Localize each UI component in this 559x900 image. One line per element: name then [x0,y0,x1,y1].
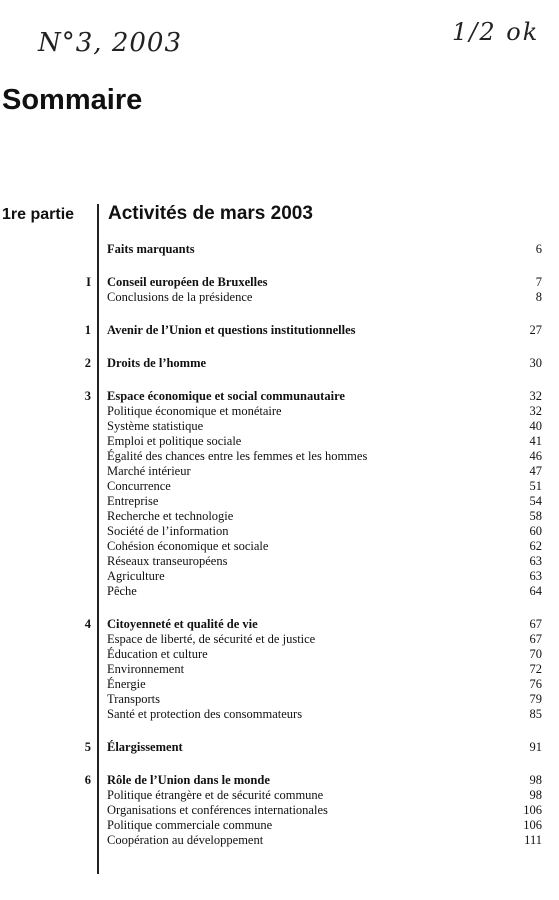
toc-entry[interactable] [0,569,559,584]
toc-entry-label: Société de l’information [107,524,229,538]
toc-section [0,740,559,755]
toc-entry[interactable] [0,584,559,599]
toc-page-number: 79 [529,692,542,706]
toc-section-title: Faits marquants [107,242,195,256]
toc-section [0,275,559,305]
toc-entry-label: Politique étrangère et de sécurité commune [107,788,324,802]
toc-entry-label: Recherche et technologie [107,509,234,523]
toc-entry-label: Agriculture [107,569,165,583]
toc-entry[interactable] [0,449,559,464]
toc-entry-label: Pêche [107,584,137,598]
toc-entry[interactable] [0,434,559,449]
toc-page-number: 30 [529,356,542,370]
toc-entry-label: Entreprise [107,494,159,508]
toc-section [0,242,559,257]
toc-entry[interactable] [0,290,559,305]
toc-page-number: 64 [529,584,542,598]
toc-entry-label: Égalité des chances entre les femmes et les hommes [107,449,368,463]
toc-section-title: Avenir de l’Union et questions institutionnelles [107,323,356,337]
toc-page-number: 46 [529,449,542,463]
toc-entry[interactable] [0,833,559,848]
toc-page-number: 111 [524,833,542,847]
toc-page-number: 8 [535,290,542,304]
toc-page-number: 62 [529,539,542,553]
toc-entry[interactable] [0,677,559,692]
toc-section-title: Citoyenneté et qualité de vie [107,617,258,631]
toc-entry-main[interactable] [0,773,559,788]
toc-entry-main[interactable] [0,323,559,338]
toc-entry-label: Réseaux transeuropéens [107,554,228,568]
toc-entry-label: Cohésion économique et sociale [107,539,269,553]
toc-entry-main[interactable] [0,617,559,632]
toc-entry-label: Conclusions de la présidence [107,290,253,304]
toc-section-number: 4 [84,617,91,631]
toc-page-number: 63 [529,569,542,583]
toc-entry[interactable] [0,539,559,554]
toc-entry[interactable] [0,707,559,722]
toc-section-number: 5 [84,740,91,754]
toc-page-number: 32 [529,404,542,418]
toc-section [0,773,559,848]
toc-entry[interactable] [0,818,559,833]
toc-entry-label: Coopération au développement [107,833,264,847]
handwritten-note-left: N°3, 2003 [38,28,182,58]
toc-section-title: Élargissement [107,740,183,754]
toc-section [0,389,559,599]
toc-entry-main[interactable] [0,356,559,371]
toc-entry-label: Espace de liberté, de sécurité et de justice [107,632,316,646]
toc-page-number: 67 [529,617,542,631]
toc-page-number: 6 [535,242,542,256]
toc-page-number: 85 [529,707,542,721]
toc-section-title: Espace économique et social communautaire [107,389,345,403]
toc-page-number: 76 [529,677,542,691]
toc-section-title: Droits de l’homme [107,356,207,370]
toc-entry[interactable] [0,404,559,419]
toc-page-number: 32 [529,389,542,403]
toc-entry[interactable] [0,464,559,479]
toc-page-number: 106 [523,803,542,817]
toc-entry-main[interactable] [0,242,559,257]
toc-section [0,617,559,722]
toc-page-number: 63 [529,554,542,568]
toc-entry-label: Politique économique et monétaire [107,404,282,418]
toc-entry-label: Transports [107,692,161,706]
toc-entry[interactable] [0,692,559,707]
toc-page-number: 51 [529,479,542,493]
toc-section [0,323,559,338]
toc-page-number: 58 [529,509,542,523]
toc-section-title: Rôle de l’Union dans le monde [107,773,270,787]
toc-entry-main[interactable] [0,740,559,755]
toc-entry-label: Concurrence [107,479,171,493]
toc-section [0,356,559,371]
toc-entry-label: Organisations et conférences internationales [107,803,328,817]
page-title: Sommaire [2,84,143,116]
toc-page-number: 27 [529,323,542,337]
part-label: 1re partie [2,206,75,223]
toc-section-title: Conseil européen de Bruxelles [107,275,268,289]
toc-page-number: 98 [529,773,542,787]
toc-page-number: 72 [529,662,542,676]
section-heading: Activités de mars 2003 [108,203,313,224]
toc-entry[interactable] [0,509,559,524]
toc-entry[interactable] [0,419,559,434]
handwritten-note-right: 1/2 ok [452,18,540,46]
toc-page-number: 54 [529,494,542,508]
toc-page-number: 40 [529,419,542,433]
toc-section-number: 1 [84,323,91,337]
toc-entry-main[interactable] [0,275,559,290]
toc-entry-label: Santé et protection des consommateurs [107,707,303,721]
toc-entry[interactable] [0,662,559,677]
toc-entry-label: Environnement [107,662,185,676]
toc-entry-label: Marché intérieur [107,464,191,478]
toc-page-number: 70 [529,647,542,661]
toc-entry-label: Emploi et politique sociale [107,434,242,448]
toc-entry-label: Politique commerciale commune [107,818,273,832]
toc-page-number: 67 [529,632,542,646]
toc-entry[interactable] [0,494,559,509]
toc-entry[interactable] [0,803,559,818]
toc-entry[interactable] [0,647,559,662]
toc-section-number: I [86,275,91,289]
toc-page-number: 60 [529,524,542,538]
toc-entry[interactable] [0,632,559,647]
toc-entry-label: Système statistique [107,419,204,433]
toc-page-number: 98 [529,788,542,802]
toc-entry[interactable] [0,554,559,569]
table-of-contents [0,242,559,866]
toc-section-number: 2 [84,356,91,370]
toc-section-number: 3 [84,389,91,403]
toc-entry[interactable] [0,524,559,539]
toc-entry-label: Énergie [107,677,146,691]
toc-page-number: 47 [529,464,542,478]
toc-page-number: 106 [523,818,542,832]
toc-page-number: 41 [529,434,542,448]
toc-entry-label: Éducation et culture [107,647,208,661]
toc-entry-main[interactable] [0,389,559,404]
toc-section-number: 6 [84,773,91,787]
toc-entry[interactable] [0,788,559,803]
toc-page-number: 91 [529,740,542,754]
toc-page-number: 7 [535,275,542,289]
toc-entry[interactable] [0,479,559,494]
